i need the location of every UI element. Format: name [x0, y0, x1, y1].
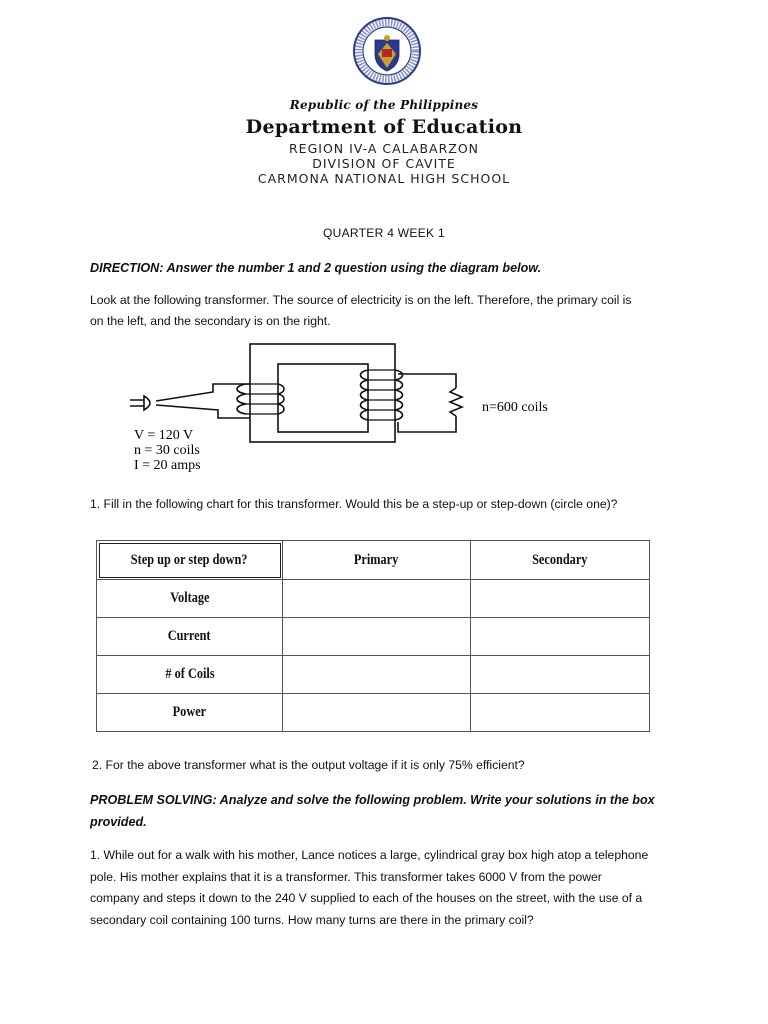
cell-voltage-secondary[interactable]	[471, 580, 650, 618]
resistor-icon	[450, 388, 462, 416]
transformer-diagram	[128, 340, 598, 475]
transformer-chart	[96, 540, 650, 732]
cell-coils-primary[interactable]	[283, 656, 471, 694]
problem-solving-heading	[90, 789, 690, 833]
table-row	[97, 656, 650, 694]
transformer-core-inner	[278, 364, 368, 432]
problem-line-4: secondary coil containing 100 turns. How many turns are there in the primary coil?	[90, 912, 534, 927]
current-label: I = 20 amps	[134, 458, 201, 473]
primary-coils-label: n = 30 coils	[134, 443, 200, 458]
region-heading: REGION IV-A CALABARZON	[288, 141, 480, 156]
voltage-label: V = 120 V	[134, 428, 194, 443]
intro-line-2: on the left, and the secondary is on the right.	[90, 314, 331, 328]
intro-line-1: Look at the following transformer. The source of electricity is on the left. Therefore, the primary coil is	[90, 293, 632, 307]
question-2: 2. For the above transformer what is the output voltage if it is only 75% efficient?	[92, 758, 525, 772]
problem-solving-line-2: provided.	[90, 815, 147, 829]
row-label-coils: # of Coils	[97, 656, 283, 694]
chart-header-row	[97, 541, 650, 580]
cell-coils-secondary[interactable]	[471, 656, 650, 694]
table-row	[97, 618, 650, 656]
problem-line-1: 1. While out for a walk with his mother, Lance notices a large, cylindrical gray box high atop a telephone	[90, 848, 649, 862]
secondary-coils-label: n=600 coils	[482, 400, 548, 415]
question-1: 1. Fill in the following chart for this transformer. Would this be a step-up or step-down (circle one)?	[90, 497, 618, 511]
transformer-core-outer	[250, 344, 395, 442]
division-heading: DIVISION OF CAVITE	[312, 156, 456, 171]
cell-current-secondary[interactable]	[471, 618, 650, 656]
chart-header-primary: Primary	[283, 541, 471, 580]
department-heading: Department of Education	[245, 116, 523, 138]
chart-header-step[interactable]: Step up or step down?	[97, 541, 283, 580]
row-label-voltage: Voltage	[97, 580, 283, 618]
cell-power-secondary[interactable]	[471, 694, 650, 732]
quarter-title: QUARTER 4 WEEK 1	[323, 226, 445, 240]
cell-current-primary[interactable]	[283, 618, 471, 656]
row-label-current: Current	[97, 618, 283, 656]
cell-power-primary[interactable]	[283, 694, 471, 732]
plug-icon	[130, 396, 150, 410]
school-heading: CARMONA NATIONAL HIGH SCHOOL	[257, 171, 511, 186]
row-label-power: Power	[97, 694, 283, 732]
problem-line-2: pole. His mother explains that it is a transformer. This transformer takes 6000 V from the power	[90, 869, 602, 884]
republic-heading: Republic of the Philippines	[289, 98, 479, 112]
secondary-coil	[361, 370, 369, 420]
problem-line-3: company and steps it down to the 240 V supplied to each of the houses on the street, with the use of a	[90, 891, 643, 905]
intro-paragraph	[90, 290, 690, 332]
cell-voltage-primary[interactable]	[283, 580, 471, 618]
deped-seal-logo	[352, 16, 422, 86]
table-row	[97, 580, 650, 618]
table-row	[97, 694, 650, 732]
direction-text: DIRECTION: Answer the number 1 and 2 question using the diagram below.	[90, 261, 542, 275]
primary-coil	[237, 384, 246, 414]
problem-solving-line-1: PROBLEM SOLVING: Analyze and solve the following problem. Write your solutions in the box	[90, 793, 655, 807]
chart-header-secondary: Secondary	[471, 541, 650, 580]
problem-1-paragraph	[90, 845, 690, 931]
